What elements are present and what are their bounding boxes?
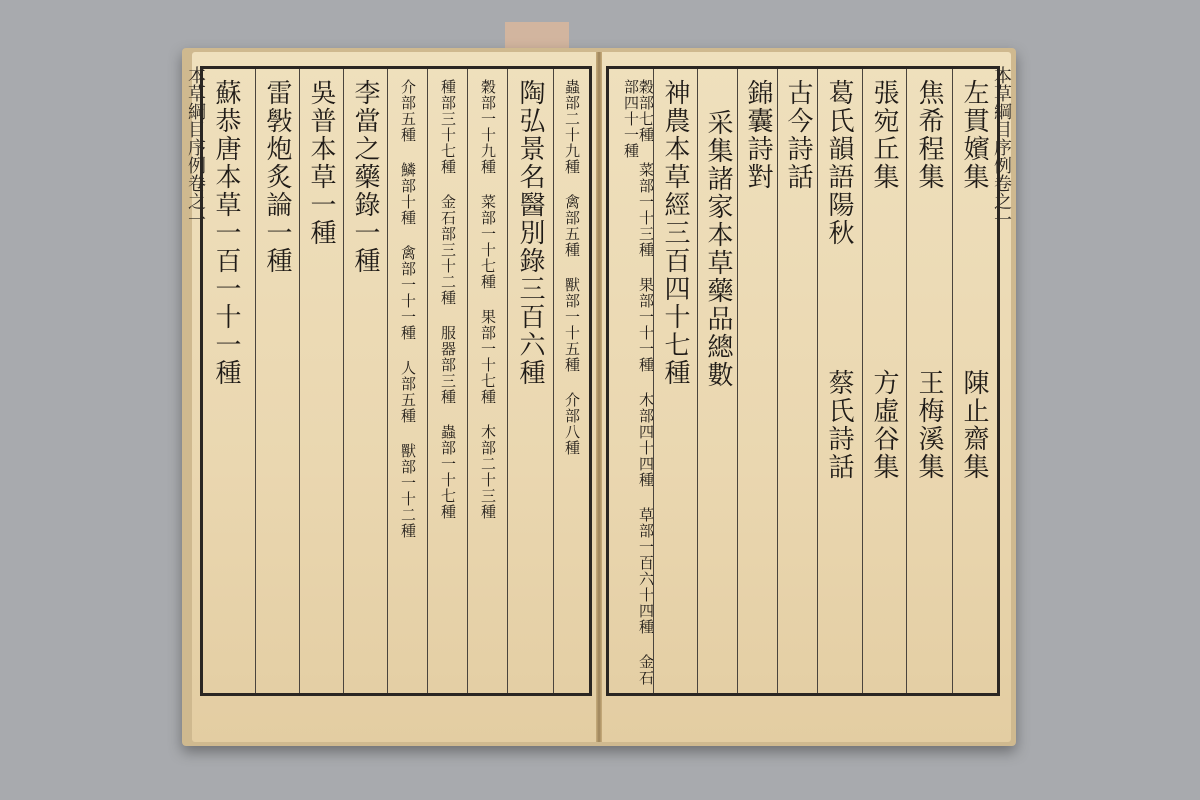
column-main-text: 張宛丘集 — [869, 79, 899, 191]
column-sub-text: 穀部一十九種 菜部一十七種 果部一十七種 木部二十三種 — [479, 79, 497, 520]
column-main-text: 陶弘景名醫別錄三百六種 — [515, 79, 545, 387]
text-column — [906, 69, 952, 693]
column-main-text: 左貫嬪集 — [959, 79, 989, 191]
text-column — [255, 69, 299, 693]
column-main-text: 焦希程集 — [914, 79, 944, 191]
text-column — [299, 69, 343, 693]
text-column — [507, 69, 553, 693]
text-column — [343, 69, 387, 693]
column-main-text: 神農本草經三百四十七種 — [660, 79, 690, 387]
text-column — [862, 69, 906, 693]
column-main-text: 古今詩話 — [783, 79, 813, 191]
column-main-text: 蘇恭唐本草一百一十一種 — [211, 79, 241, 387]
left-page-frame — [200, 66, 592, 696]
book-gutter — [596, 52, 602, 742]
column-main-text: 李當之藥錄一種 — [350, 79, 380, 275]
text-column — [609, 69, 653, 693]
column-sub-text: 穀部七種 菜部一十三種 果部一十一種 木部四十四種 草部一百六十四種 金石部四十一種 — [622, 79, 655, 686]
text-column — [653, 69, 697, 693]
text-column — [737, 69, 777, 693]
left-edge-title: 本草綱目序例卷之一 — [185, 66, 206, 228]
text-column — [553, 69, 589, 693]
text-column — [777, 69, 817, 693]
text-column — [427, 69, 467, 693]
column-sub-text: 方虛谷集 — [869, 369, 899, 481]
column-main-text: 采集諸家本草藥品總數 — [703, 109, 733, 389]
text-column — [467, 69, 507, 693]
column-main-text: 吳普本草一種 — [306, 79, 336, 247]
text-column — [203, 69, 255, 693]
column-main-text: 錦囊詩對 — [743, 79, 773, 191]
column-sub-text: 蟲部二十九種 禽部五種 獸部一十五種 介部八種 — [563, 79, 581, 456]
text-column — [817, 69, 862, 693]
text-column — [697, 69, 737, 693]
column-sub-text: 王梅溪集 — [914, 369, 944, 481]
column-main-text: 雷斅炮炙論一種 — [262, 79, 292, 275]
right-page-frame — [606, 66, 1000, 696]
column-sub-text: 種部三十七種 金石部三十二種 服器部三種 蟲部一十七種 — [439, 79, 457, 520]
text-column — [387, 69, 427, 693]
right-edge-title: 本草綱目序例卷之一 — [991, 66, 1012, 228]
column-sub-text: 介部五種 鱗部十種 禽部一十一種 人部五種 獸部一十二種 — [399, 79, 417, 539]
column-main-text: 葛氏韻語陽秋 — [824, 79, 854, 247]
column-sub-text: 陳止齋集 — [959, 369, 989, 481]
column-sub-text: 蔡氏詩話 — [824, 369, 854, 481]
